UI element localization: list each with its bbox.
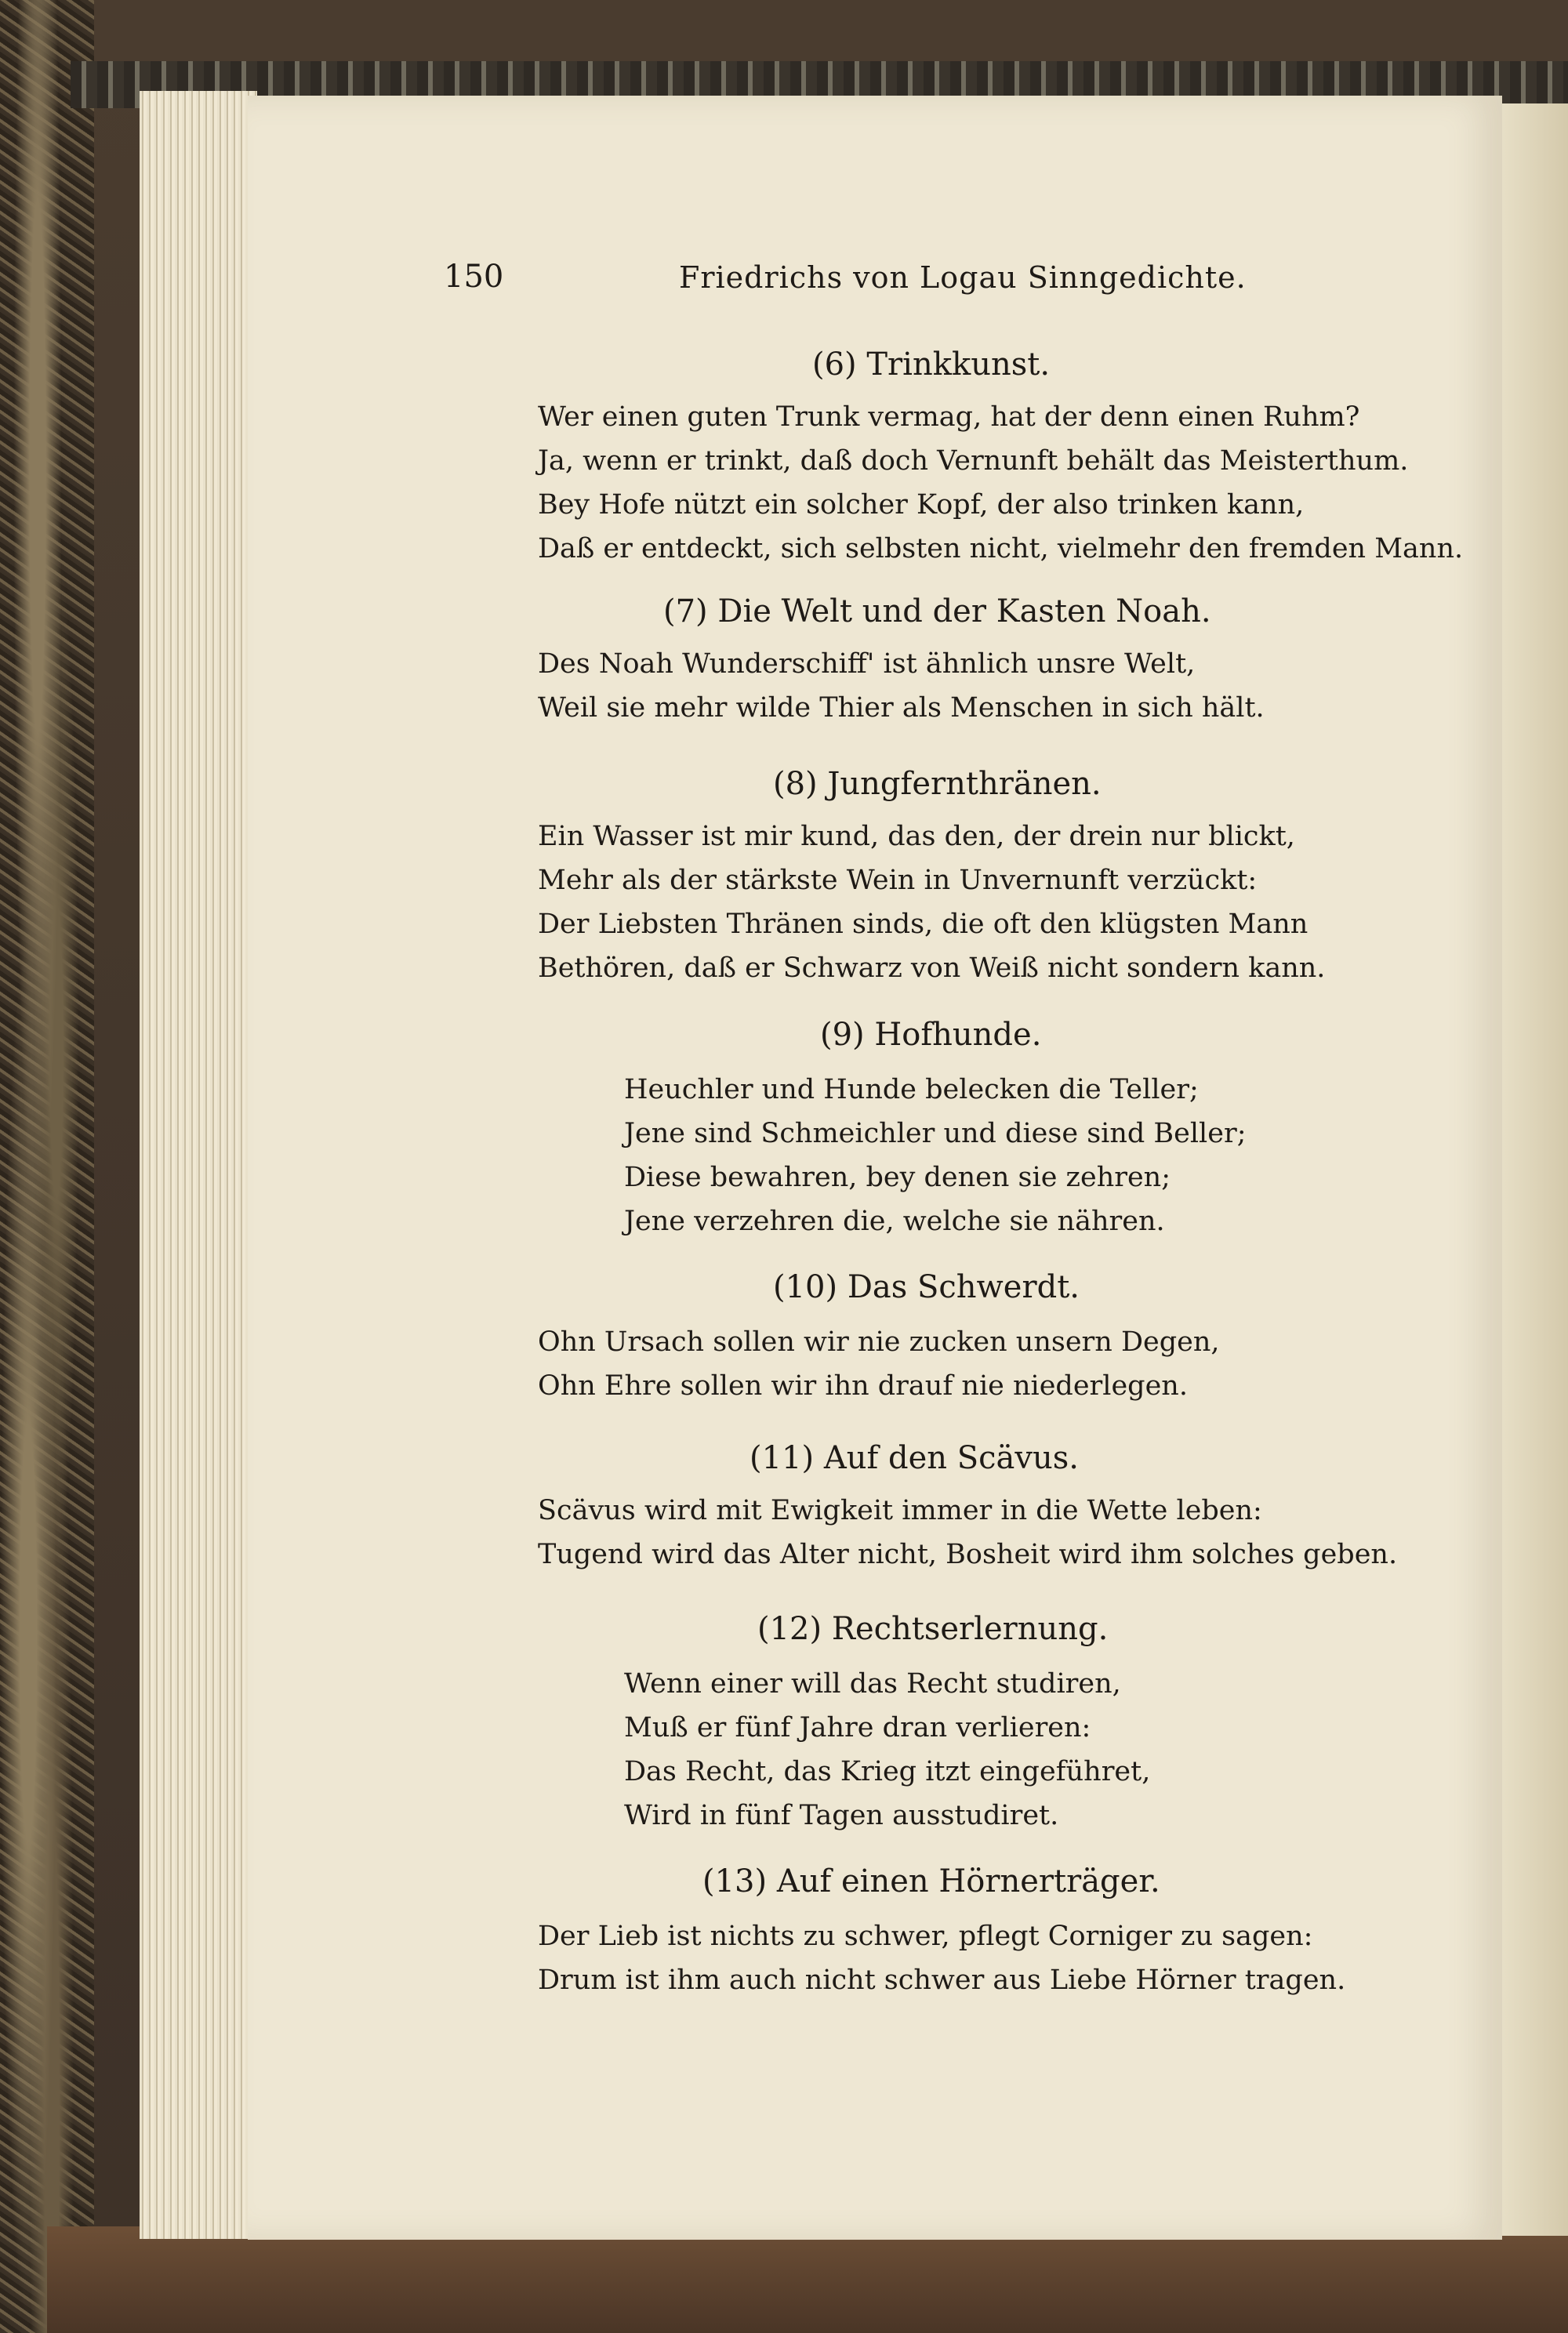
- poem-heading: (10) Das Schwerdt.: [773, 1269, 1080, 1305]
- poem-line: Der Lieb ist nichts zu schwer, pflegt Corniger zu sagen:: [538, 1921, 1313, 1952]
- poem-line: Heuchler und Hunde belecken die Teller;: [624, 1074, 1199, 1105]
- poem-line: Das Recht, das Krieg itzt eingeführet,: [624, 1756, 1151, 1787]
- running-title: Friedrichs von Logau Sinngedichte.: [679, 260, 1247, 295]
- poem-line: Jene sind Schmeichler und diese sind Beller;: [624, 1118, 1247, 1149]
- poem-line: Drum ist ihm auch nicht schwer aus Liebe Hörner tragen.: [538, 1965, 1346, 1996]
- poem-heading: (12) Rechtserlernung.: [757, 1611, 1109, 1647]
- poem-line: Wird in fünf Tagen ausstudiret.: [624, 1800, 1059, 1831]
- poem-heading: (7) Die Welt und der Kasten Noah.: [663, 593, 1211, 630]
- poem-line: Jene verzehren die, welche sie nähren.: [624, 1206, 1165, 1237]
- poem-line: Bey Hofe nützt ein solcher Kopf, der also trinken kann,: [538, 489, 1305, 521]
- poem-heading: (11) Auf den Scävus.: [750, 1440, 1079, 1476]
- poem-line: Daß er entdeckt, sich selbsten nicht, vielmehr den fremden Mann.: [538, 533, 1464, 564]
- poem-line: Scävus wird mit Ewigkeit immer in die Wette leben:: [538, 1495, 1262, 1526]
- poem-line: Weil sie mehr wilde Thier als Menschen in sich hält.: [538, 692, 1265, 724]
- poem-line: Bethören, daß er Schwarz von Weiß nicht sondern kann.: [538, 952, 1326, 984]
- poem-line: Diese bewahren, bey denen sie zehren;: [624, 1162, 1171, 1193]
- poem-line: Tugend wird das Alter nicht, Bosheit wird ihm solches geben.: [538, 1539, 1398, 1570]
- poem-line: Wenn einer will das Recht studiren,: [624, 1668, 1121, 1700]
- poem-line: Mehr als der stärkste Wein in Unvernunft verzückt:: [538, 865, 1258, 896]
- page-number: 150: [444, 259, 504, 295]
- leather-cover-bottom: [47, 2226, 1568, 2333]
- book-page: [248, 96, 1502, 2240]
- poem-line: Ein Wasser ist mir kund, das den, der drein nur blickt,: [538, 821, 1295, 852]
- poem-line: Der Liebsten Thränen sinds, die oft den klügsten Mann: [538, 909, 1308, 940]
- poem-line: Ohn Ursach sollen wir nie zucken unsern Degen,: [538, 1326, 1220, 1358]
- poem-heading: (9) Hofhunde.: [820, 1017, 1042, 1053]
- marbled-cover-left: [0, 0, 94, 2333]
- poem-heading: (13) Auf einen Hörnerträger.: [702, 1863, 1160, 1899]
- poem-line: Des Noah Wunderschiff' ist ähnlich unsre Welt,: [538, 648, 1196, 680]
- poem-line: Ohn Ehre sollen wir ihn drauf nie niederlegen.: [538, 1370, 1188, 1402]
- poem-line: Ja, wenn er trinkt, daß doch Vernunft behält das Meisterthum.: [538, 445, 1409, 477]
- facing-page-edge: [1497, 103, 1568, 2236]
- poem-heading: (6) Trinkkunst.: [812, 347, 1051, 383]
- poem-line: Wer einen guten Trunk vermag, hat der denn einen Ruhm?: [538, 401, 1360, 433]
- page-edges: [140, 91, 257, 2239]
- poem-heading: (8) Jungfernthränen.: [773, 766, 1102, 802]
- poem-line: Muß er fünf Jahre dran verlieren:: [624, 1712, 1091, 1743]
